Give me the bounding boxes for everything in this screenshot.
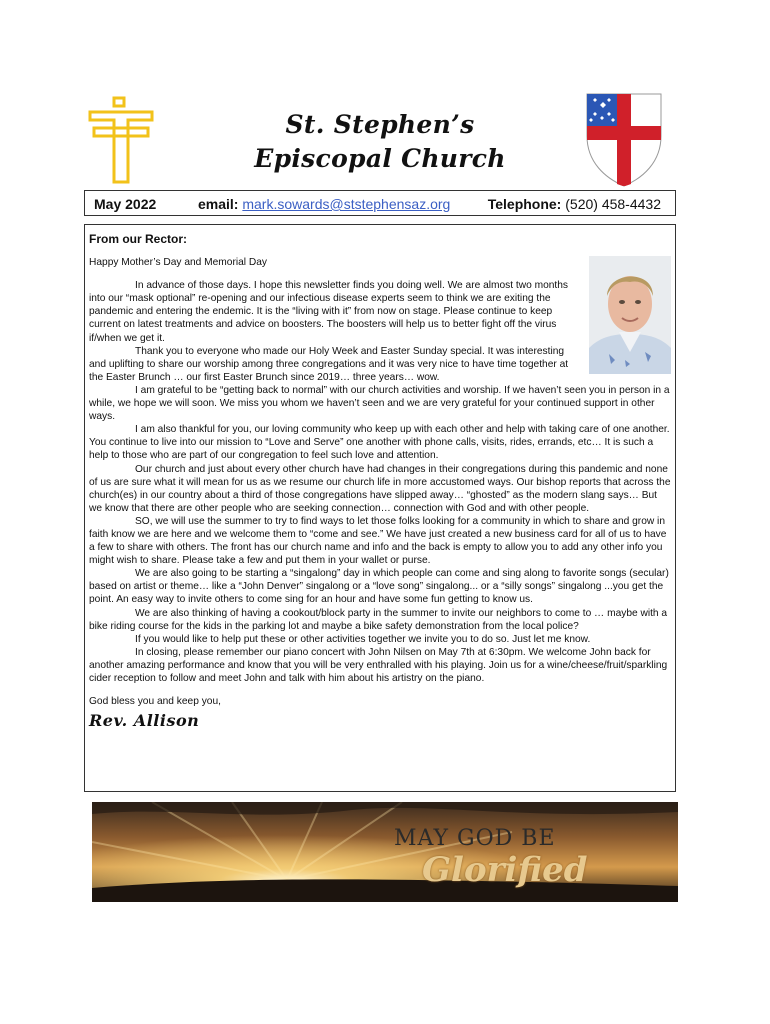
episcopal-shield-icon — [585, 92, 663, 188]
email-label: email: — [198, 196, 239, 212]
rector-signature: Rev. Allison — [89, 711, 200, 731]
letter-paragraph: I am also thankful for you, our loving community who keep up with each other and help with taking care of one another. You continue to live into our mission to “Love and Serve” one another with phone calls, visits, rides, errands, etc… It is such a help to those who are part of our congregation to feel such love and attention. — [89, 424, 670, 462]
letter-paragraph: We are also going to be starting a “singalong” day in which people can come and sing along to favorite songs (secular) based on artist or theme… like a “John Denver” singalong or a “love song” singalong... or a “silly songs” singalong ...you get the point. An easy way to invite others to come sing for an hour and have some fun getting to know us. — [89, 568, 669, 606]
issue-date: May 2022 — [94, 196, 157, 212]
title-line-2: Episcopal Church — [254, 144, 506, 173]
email-block — [198, 196, 450, 212]
letter-paragraph: If you would like to help put these or other activities together we invite you to do so. Just let me know. — [135, 633, 591, 645]
contact-info-bar — [84, 190, 676, 216]
letter-paragraph: Thank you to everyone who made our Holy Week and Easter Sunday special. It was interesting and uplifting to share our worship among three congregations and it was very nice to have time together at the Easter Brunch … our first Easter Brunch since 2019… three years… wow. — [89, 345, 569, 383]
rector-letter — [84, 224, 676, 792]
page-title — [200, 108, 560, 176]
letter-heading: From our Rector: — [89, 232, 188, 246]
letter-paragraph: SO, we will use the summer to try to find ways to let those folks looking for a community in which to share and grow in faith know we are here and we welcome them to “come and see.” We have just created a new business card for all of us to have a few to share with others. The front has our church name and info and the back is empty to allow you to add any other info you might wish to share. Please take a few and put them in your wallet or purse. — [89, 515, 667, 567]
may-god-be-glorified-banner — [92, 802, 678, 902]
email-link[interactable]: mark.sowards@ststephensaz.org — [242, 196, 451, 212]
letter-paragraph: We are also thinking of having a cookout/block party in the summer to invite our neighbors to come to … maybe with a bike riding course for the kids in the parking lot and maybe a bike safety demonstration from the local police? — [89, 607, 668, 632]
letter-greeting: Happy Mother’s Day and Memorial Day — [89, 257, 267, 269]
letter-closing: God bless you and keep you, — [89, 696, 221, 708]
phone-number: (520) 458-4432 — [565, 196, 661, 212]
letter-paragraph: Our church and just about every other church have had changes in their congregations during this pandemic and none of us are sure what it will mean for us as we resume our church life in more accustomed ways. Our bishop reports that across the church(es) in our country about a third of those congregations have slipped away… “ghosted” as the modern slang says… But we know that there are other people who are seeking connection… connection with God and with other people. — [89, 463, 671, 514]
sunset-sky-image — [92, 802, 678, 902]
letter-paragraph: In closing, please remember our piano concert with John Nilsen on May 7th at 6:30pm. We welcome John back for another amazing performance and know that you will be very enthralled with his playing. Join us for a wine/cheese/fruit/sparkling cider reception to follow and meet John and talk with him about his artistry on the piano. — [89, 646, 668, 684]
rector-photo — [589, 256, 671, 374]
phone-block — [488, 196, 661, 212]
banner-text-line-2: Glorified — [422, 850, 588, 890]
letter-paragraph: I am grateful to be “getting back to normal” with our church activities and worship. If we haven’t seen you in person in a while, we hope we will soon. We miss you whom we haven’t seen and we are very grateful for your continued support in other ways. — [89, 384, 670, 423]
cross-logo-icon — [88, 96, 154, 184]
phone-label: Telephone: — [487, 196, 562, 212]
title-line-1: St. Stephen’s — [285, 110, 475, 139]
banner-text-line-1: MAY GOD BE — [394, 826, 556, 851]
letter-paragraph: In advance of those days. I hope this newsletter finds you doing well. We are almost two months into our “mask optional” re-opening and our infectious disease experts seem to think we are exiting the pandemic and entering the endemic. It is the “living with it” from now on stage. Please continue to keep current on latest treatments and advice on boosters. The boosters will help us to better fight off the virus if/when we get it. — [89, 280, 569, 344]
